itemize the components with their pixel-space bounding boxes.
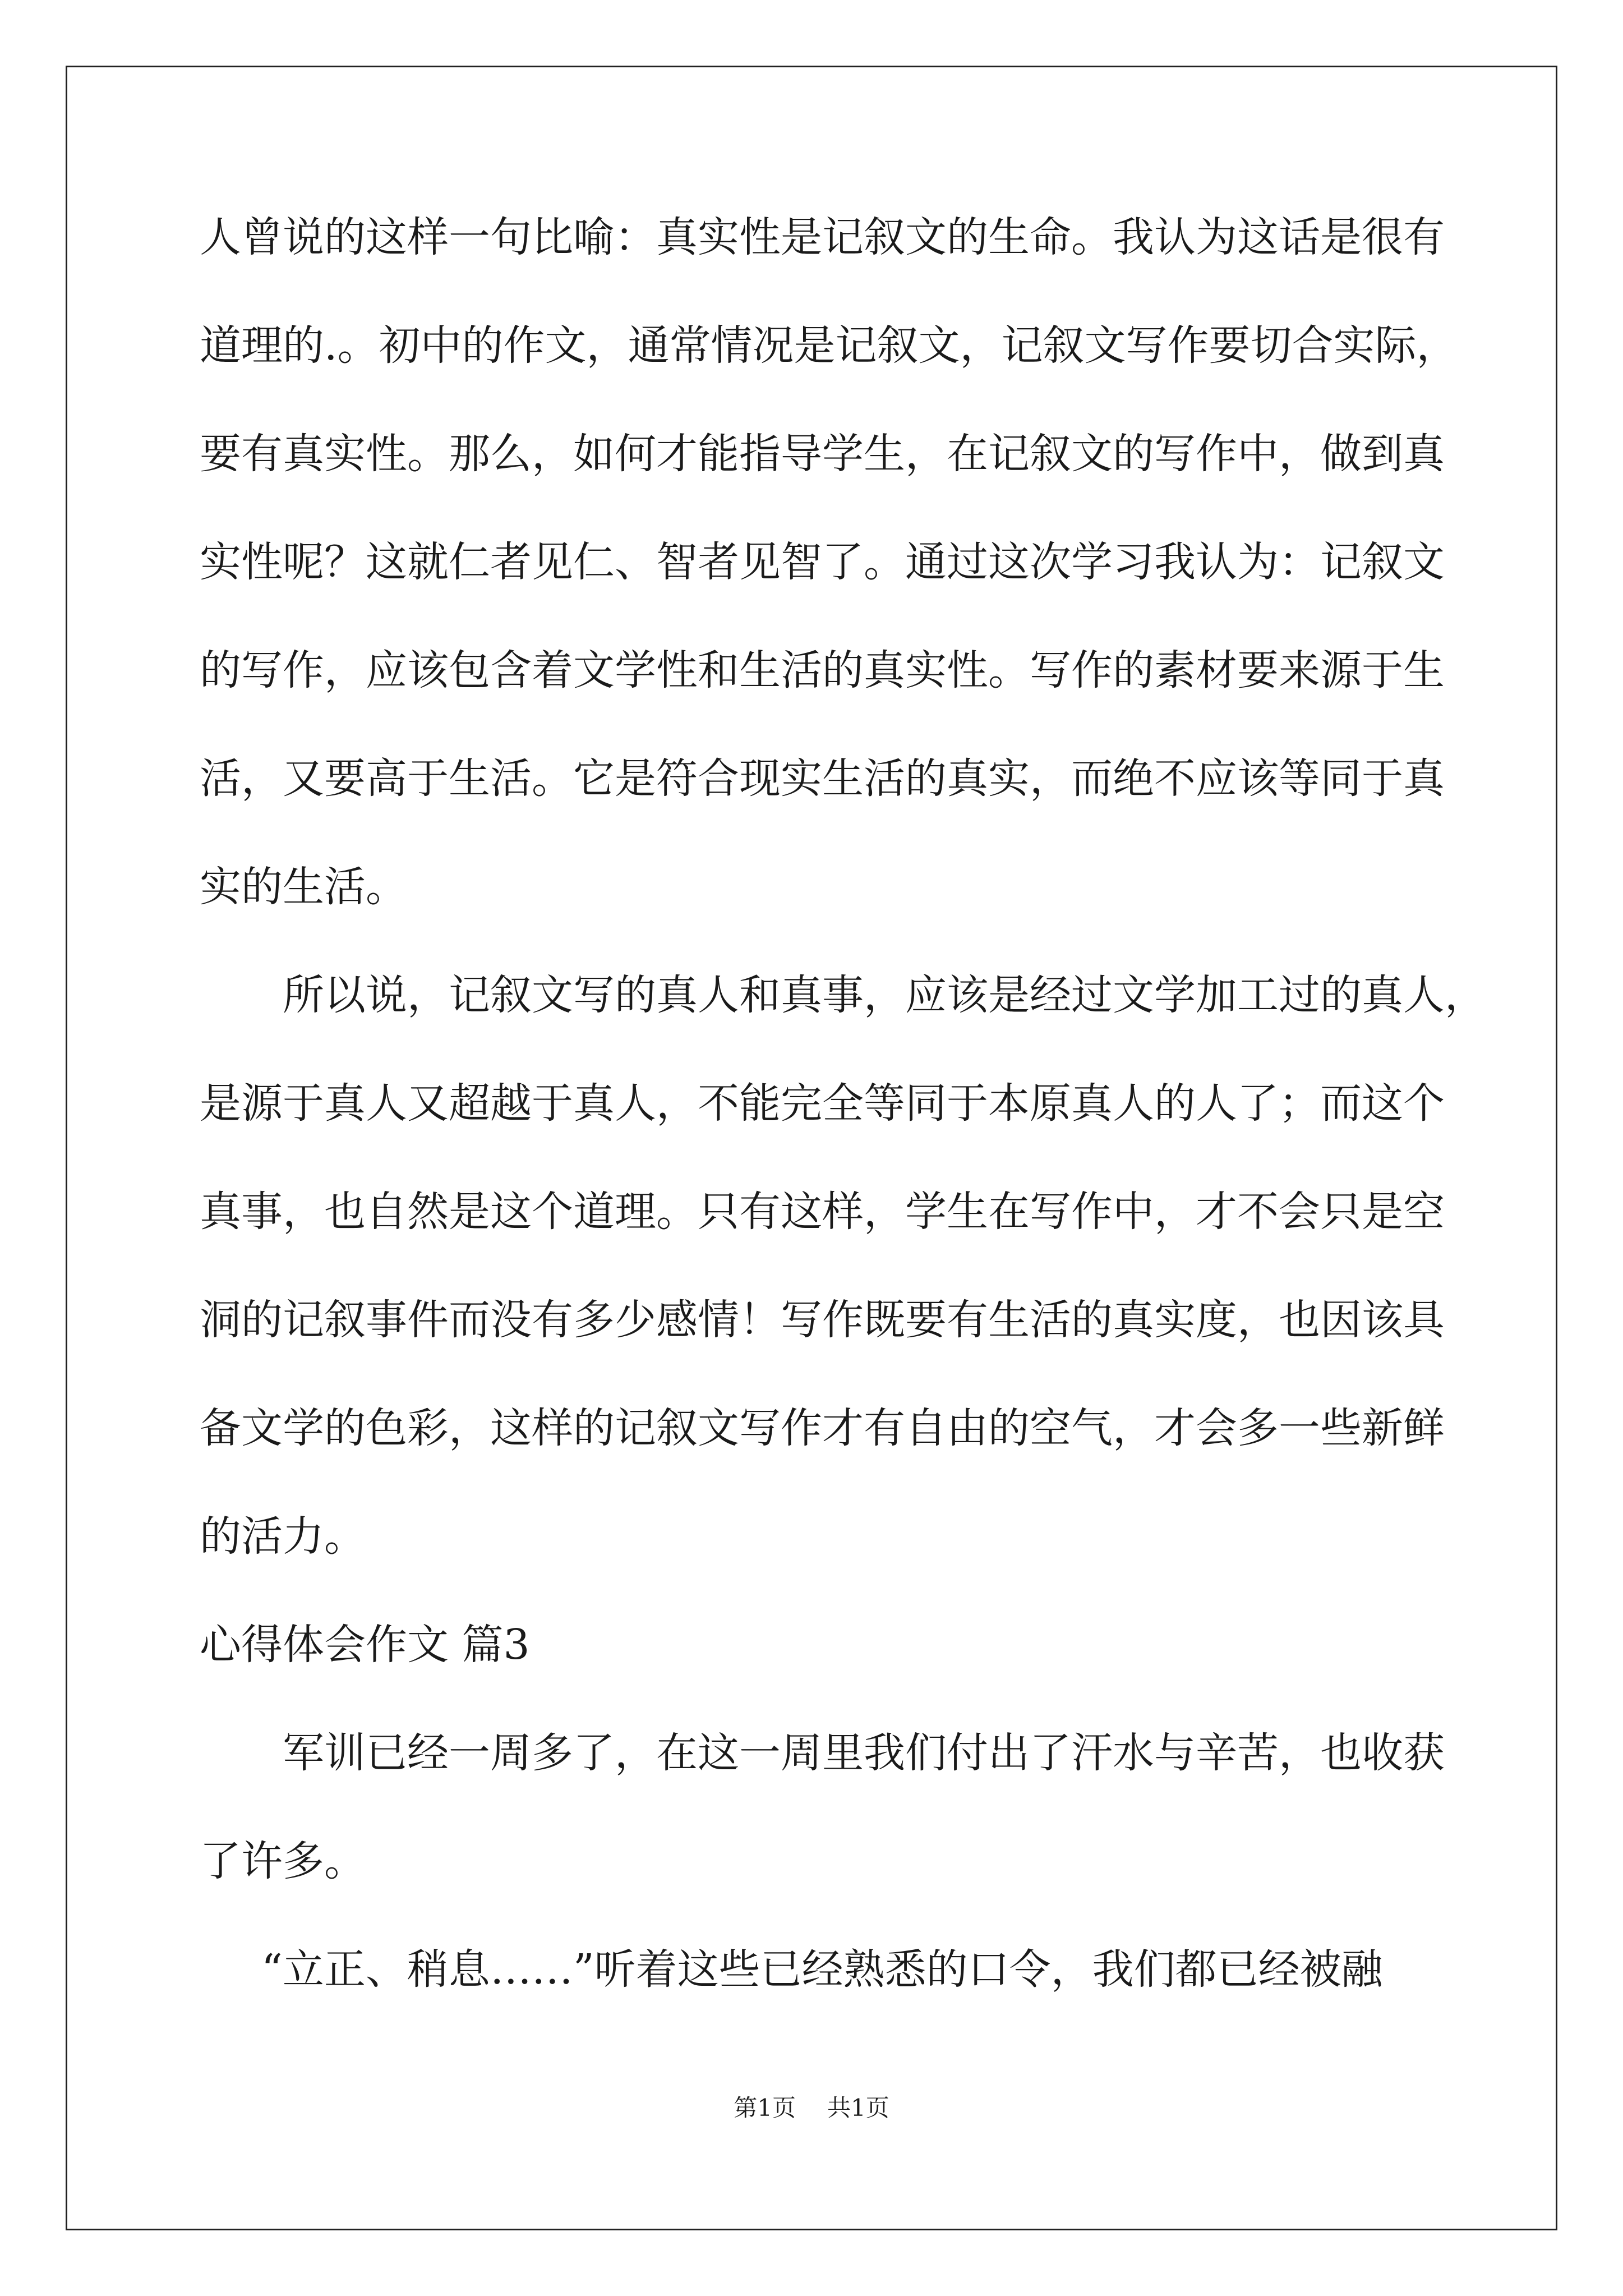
paragraph-line: 真事，也自然是这个道理。只有这样，学生在写作中，才不会只是空: [200, 1188, 1445, 1236]
paragraph-line: 人曾说的这样一句比喻：真实性是记叙文的生命。我认为这话是很有: [200, 213, 1445, 261]
page-total: 共1页: [827, 2094, 889, 2122]
paragraph-line: 洞的记叙事件而没有多少感情！写作既要有生活的真实度，也因该具: [200, 1296, 1445, 1344]
paragraph-line: 要有真实性。那么，如何才能指导学生，在记叙文的写作中，做到真: [200, 430, 1445, 478]
page-number: 第1页: [734, 2094, 796, 2122]
paragraph-line: 所以说，记叙文写的真人和真事，应该是经过文学加工过的真人，: [283, 971, 1486, 1019]
paragraph-line: 活，又要高于生活。它是符合现实生活的真实，而绝不应该等同于真: [200, 754, 1445, 803]
paragraph-line: 的写作，应该包含着文学性和生活的真实性。写作的素材要来源于生: [200, 646, 1445, 694]
section-heading: 心得体会作文 篇3: [200, 1621, 530, 1669]
paragraph-line: 的活力。: [200, 1512, 366, 1561]
paragraph-line: 军训已经一周多了，在这一周里我们付出了汗水与辛苦，也收获: [283, 1729, 1445, 1777]
paragraph-line: “立正、稍息……”听着这些已经熟悉的口令，我们都已经被融: [261, 1945, 1383, 1994]
paragraph-line: 是源于真人又超越于真人，不能完全等同于本原真人的人了；而这个: [200, 1079, 1445, 1128]
page-border: [66, 66, 1557, 2230]
page-footer: [0, 2091, 1623, 2125]
paragraph-line: 备文学的色彩，这样的记叙文写作才有自由的空气，才会多一些新鲜: [200, 1404, 1445, 1452]
paragraph-line: 实的生活。: [200, 863, 407, 911]
paragraph-line: 了许多。: [200, 1837, 366, 1885]
paragraph-line: 道理的.。初中的作文，通常情况是记叙文，记叙文写作要切合实际，: [200, 321, 1458, 370]
paragraph-line: 实性呢？这就仁者见仁、智者见智了。通过这次学习我认为：记叙文: [200, 538, 1445, 586]
